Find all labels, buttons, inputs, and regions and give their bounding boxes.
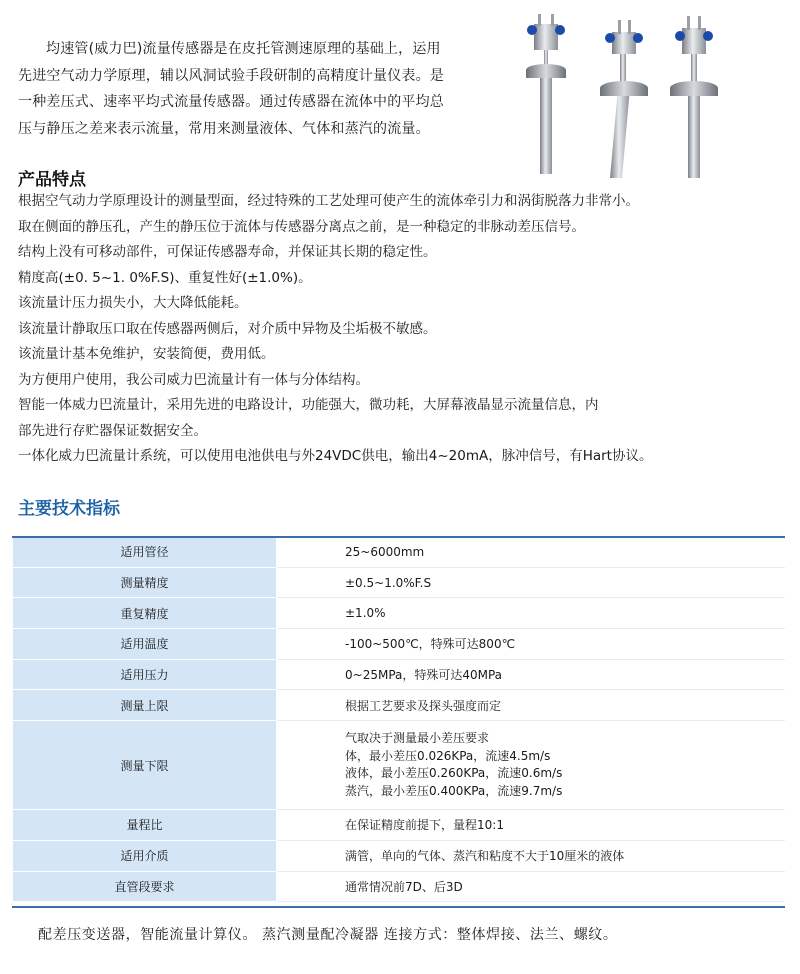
- features-heading: 产品特点: [18, 170, 86, 190]
- spec-value: 在保证精度前提下，量程10:1: [277, 810, 785, 841]
- spec-value: 满管，单向的气体、蒸汽和粘度不大于10厘米的液体: [277, 840, 785, 871]
- feature-line: 精度高(±0. 5~1. 0%F.S)、重复性好(±1.0%)。: [18, 269, 312, 286]
- flow-sensor-product-image: [518, 8, 738, 178]
- spec-key: 测量上限: [13, 690, 277, 721]
- intro-line: 一种差压式、速率平均式流量传感器。通过传感器在流体中的平均总: [18, 94, 444, 110]
- sensor-unit-left: [526, 14, 566, 174]
- table-row: [13, 871, 785, 902]
- spec-value: 25~6000mm: [277, 537, 785, 568]
- spec-key: 测量下限: [13, 721, 277, 810]
- specs-heading: 主要技术指标: [18, 499, 120, 519]
- table-row: [13, 810, 785, 841]
- spec-value-line: 体，最小差压0.026KPa，流速4.5m/s: [345, 748, 551, 763]
- sensor-unit-right: [670, 16, 718, 178]
- feature-line: 取在侧面的静压孔，产生的静压位于流体与传感器分离点之前，是一种稳定的非脉动差压信号。: [18, 218, 585, 235]
- table-row: [13, 567, 785, 598]
- feature-line: 该流量计静取压口取在传感器两侧后，对介质中异物及尘垢极不敏感。: [18, 320, 437, 337]
- spec-value: 通常情况前7D、后3D: [277, 871, 785, 902]
- feature-line: 该流量计基本免维护，安装简便，费用低。: [18, 346, 275, 362]
- table-row: [13, 690, 785, 721]
- spec-value-multiline: [277, 721, 785, 810]
- table-row: [13, 537, 785, 568]
- specs-table: [12, 536, 785, 902]
- spec-key: 适用管径: [13, 537, 277, 568]
- feature-line: 该流量计压力损失小，大大降低能耗。: [18, 295, 248, 311]
- table-row: [13, 840, 785, 871]
- table-row: [13, 659, 785, 690]
- spec-value: ±0.5~1.0%F.S: [277, 567, 785, 598]
- intro-line: 压与静压之差来表示流量，常用来测量液体、气体和蒸汽的流量。: [18, 120, 430, 137]
- table-row: [13, 629, 785, 660]
- sensor-unit-middle: [600, 20, 648, 178]
- spec-value: 根据工艺要求及探头强度而定: [277, 690, 785, 721]
- features-list: [18, 189, 800, 470]
- spec-key: 量程比: [13, 810, 277, 841]
- spec-value: 0~25MPa，特殊可达40MPa: [277, 659, 785, 690]
- spec-value-line: 蒸汽，最小差压0.400KPa，流速9.7m/s: [345, 783, 563, 798]
- feature-line: 一体化威力巴流量计系统，可以使用电池供电与外24VDC供电，输出4~20mA，脉冲信号，有Hart协议。: [18, 448, 653, 464]
- intro-line: 均速管(威力巴)流量传感器是在皮托管测速原理的基础上，运用: [46, 41, 441, 57]
- feature-line: 根据空气动力学原理设计的测量型面，经过特殊的工艺处理可使产生的流体牵引力和涡街脱落力非常小。: [18, 193, 639, 209]
- spec-value: ±1.0%: [277, 598, 785, 629]
- spec-value: -100~500℃，特殊可达800℃: [277, 629, 785, 660]
- spec-value-line: 液体，最小差压0.260KPa，流速0.6m/s: [345, 766, 563, 781]
- spec-key: 适用压力: [13, 659, 277, 690]
- feature-line: 结构上没有可移动部件，可保证传感器寿命，并保证其长期的稳定性。: [18, 244, 437, 260]
- footer-note: 配差压变送器，智能流量计算仪。 蒸汽测量配冷凝器 连接方式：整体焊接、法兰、螺纹。: [38, 927, 618, 943]
- table-row: [13, 598, 785, 629]
- feature-line: 智能一体威力巴流量计，采用先进的电路设计，功能强大，微功耗，大屏幕液晶显示流量信息，内: [18, 397, 599, 413]
- feature-line: 部先进行存贮器保证数据安全。: [18, 422, 207, 439]
- spec-key: 重复精度: [13, 598, 277, 629]
- spec-value-line: 气取决于测量最小差压要求: [345, 731, 490, 746]
- intro-line: 先进空气动力学原理，辅以风洞试验手段研制的高精度计量仪表。是: [18, 67, 444, 84]
- table-row: [13, 721, 785, 810]
- feature-line: 为方便用户使用，我公司威力巴流量计有一体与分体结构。: [18, 371, 369, 388]
- intro-paragraph: [18, 36, 510, 142]
- spec-key: 适用介质: [13, 840, 277, 871]
- spec-key: 适用温度: [13, 629, 277, 660]
- spec-key: 测量精度: [13, 567, 277, 598]
- spec-key: 直管段要求: [13, 871, 277, 902]
